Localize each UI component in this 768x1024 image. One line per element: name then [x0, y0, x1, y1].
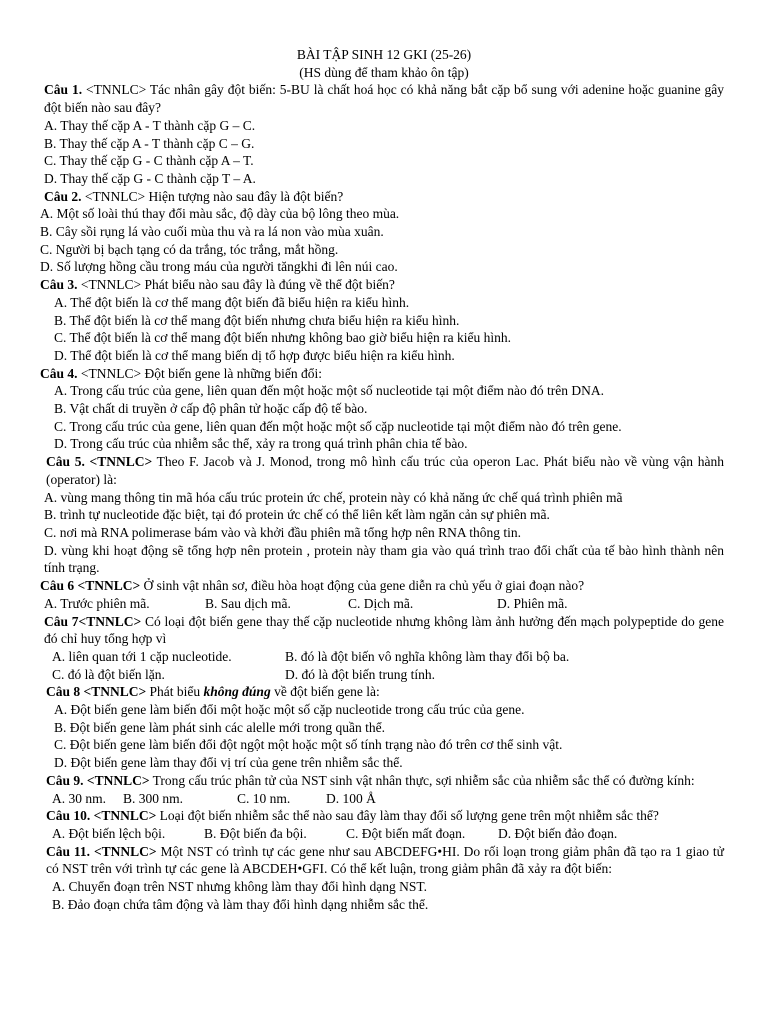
option: A. Đột biến gene làm biến đổi một hoặc một số cặp nucleotide trong cấu trúc của gene.	[54, 702, 525, 718]
question-text: Loại đột biến nhiễm sắc thể nào sau đây làm thay đổi số lượng gene trên một nhiễm sắc thể?	[156, 808, 659, 824]
option: C. nơi mà RNA polimerase bám vào và khởi đầu phiên mã tổng hợp nên RNA thông tin.	[44, 524, 521, 540]
option: B. Thể đột biến là cơ thể mang đột biến nhưng chưa biểu hiện ra kiểu hình.	[54, 312, 460, 328]
question-text: về đột biến gene là:	[270, 684, 380, 700]
question-11-stem	[0, 843, 768, 878]
option: B. Vật chất di truyền ở cấp độ phân tử hoặc cấp độ tế bào.	[54, 401, 368, 417]
question-number: Câu 11. <TNNLC>	[46, 843, 157, 859]
question-text: Phát biểu	[146, 684, 204, 700]
question-10-stem	[0, 807, 768, 825]
question-number: Câu 6 <TNNLC>	[40, 578, 141, 594]
question-text: <TNNLC> Tác nhân gây đột biến: 5-BU là chất hoá học có khả năng bắt cặp bổ sung với adenine hoặc guanine gây đột biến nào sau đây?	[44, 82, 724, 116]
option: A. 30 nm.	[52, 790, 106, 806]
question-number: Câu 3.	[40, 277, 78, 293]
option-row	[0, 595, 768, 613]
option: A. Chuyển đoạn trên NST nhưng không làm thay đổi hình dạng NST.	[52, 879, 428, 895]
option: A. Thể đột biến là cơ thể mang đột biến đã biểu hiện ra kiểu hình.	[54, 294, 410, 310]
option-row	[0, 790, 768, 808]
question-5-stem	[0, 453, 768, 488]
option: B. Cây sồi rụng lá vào cuối mùa thu và ra lá non vào mùa xuân.	[40, 224, 384, 240]
option: D. Trong cấu trúc của nhiễm sắc thể, xảy ra trong quá trình phân chia tế bào.	[54, 436, 468, 452]
question-text: Theo F. Jacob và J. Monod, trong mô hình cấu trúc của operon Lac. Phát biểu nào về vùng vận hành (operator) là:	[46, 454, 724, 487]
question-number: Câu 2.	[44, 188, 82, 204]
option: B. Đột biến đa bội.	[204, 825, 307, 841]
option-row	[0, 666, 768, 684]
question-number: Câu 8 <TNNLC>	[46, 684, 147, 700]
option: A. Trước phiên mã.	[44, 595, 150, 611]
option: B. đó là đột biến vô nghĩa không làm thay đổi bộ ba.	[285, 648, 570, 664]
question-emphasis: không đúng	[203, 684, 271, 700]
option: B. trình tự nucleotide đặc biệt, tại đó protein ức chế có thể liên kết làm ngăn cản sự phiên mã.	[44, 507, 550, 523]
option: D. Số lượng hồng cầu trong máu của người tăngkhi đi lên núi cao.	[40, 259, 398, 275]
option: A. Thay thế cặp A - T thành cặp G – C.	[44, 117, 256, 133]
question-number: Câu 1.	[44, 82, 83, 98]
option-row	[0, 825, 768, 843]
question-text: <TNNLC> Hiện tượng nào sau đây là đột biến?	[81, 188, 344, 204]
option: C. đó là đột biến lặn.	[52, 666, 165, 682]
option: A. Trong cấu trúc của gene, liên quan đến một hoặc một số nucleotide tại một điểm nào đó trên DNA.	[54, 383, 604, 399]
question-number: Câu 4.	[40, 365, 78, 381]
question-7-stem	[0, 613, 768, 648]
option: D. đó là đột biến trung tính.	[285, 666, 435, 682]
option: B. Đảo đoạn chứa tâm động và làm thay đổi hình dạng nhiễm sắc thể.	[52, 896, 429, 912]
option: A. liên quan tới 1 cặp nucleotide.	[52, 648, 232, 664]
option: B. 300 nm.	[123, 790, 184, 806]
question-6-stem	[0, 577, 768, 595]
option: C. Dịch mã.	[348, 595, 414, 611]
option: A. Một số loài thú thay đổi màu sắc, độ dày của bộ lông theo mùa.	[40, 206, 400, 222]
question-1-stem	[0, 81, 768, 116]
option: C. Thể đột biến là cơ thể mang đột biến nhưng không bao giờ biểu hiện ra kiểu hình.	[54, 330, 512, 346]
option: D. 100 Å	[326, 790, 376, 806]
question-text: Một NST có trình tự các gene như sau ABCDEFG•HI. Do rối loạn trong giảm phân đã tạo ra 1 giao tử có NST trên với trình tự các gene là ABCDEH•GFI. Có thể kết luận, trong giảm phân đã xảy ra đột biến:	[46, 843, 724, 877]
option: C. Đột biến mất đoạn.	[346, 825, 466, 841]
question-9-stem	[0, 772, 768, 790]
document-subtitle: (HS dùng để tham khảo ôn tập)	[299, 64, 469, 80]
option-row	[0, 648, 768, 666]
option: D. Thể đột biến là cơ thể mang biến dị tổ hợp được biểu hiện ra kiểu hình.	[54, 347, 455, 363]
option: B. Sau dịch mã.	[205, 595, 291, 611]
option: C. 10 nm.	[237, 790, 291, 806]
question-text: Trong cấu trúc phân tử của NST sinh vật nhân thực, sợi nhiễm sắc của nhiễm sắc thể có đường kính:	[149, 772, 695, 788]
option: D. Đột biến đảo đoạn.	[498, 825, 618, 841]
question-4-stem	[0, 365, 768, 383]
option: C. Thay thế cặp G - C thành cặp A – T.	[44, 153, 254, 169]
option: B. Thay thế cặp A - T thành cặp C – G.	[44, 135, 255, 151]
question-3-stem	[0, 276, 768, 294]
option: D. Đột biến gene làm thay đổi vị trí của gene trên nhiễm sắc thể.	[54, 755, 403, 771]
question-text: <TNNLC> Đột biến gene là những biến đổi:	[77, 365, 323, 381]
question-2-stem	[0, 188, 768, 206]
option: A. vùng mang thông tin mã hóa cấu trúc protein ức chế, protein này có khả năng ức chế quá trình phiên mã	[44, 489, 623, 505]
option: D. vùng khi hoạt động sẽ tổng hợp nên protein , protein này tham gia vào quá trình trao đổi chất của tế bào hình thành nên tính trạng.	[44, 542, 724, 576]
question-number: Câu 9. <TNNLC>	[46, 772, 150, 788]
option: D. Thay thế cặp G - C thành cặp T – A.	[44, 170, 256, 186]
document-title: BÀI TẬP SINH 12 GKI (25-26)	[296, 47, 472, 62]
option: B. Đột biến gene làm phát sinh các alelle mới trong quần thể.	[54, 719, 386, 735]
question-text: <TNNLC> Phát biểu nào sau đây là đúng về thể đột biến?	[77, 277, 395, 293]
question-text: Có loại đột biến gene thay thế cặp nucleotide nhưng không làm ảnh hưởng đến mạch polypeptide do gene đó chỉ huy tổng hợp vì	[44, 613, 724, 647]
question-text: Ở sinh vật nhân sơ, điều hòa hoạt động của gene diễn ra chủ yếu ở giai đoạn nào?	[140, 578, 585, 594]
option: C. Người bị bạch tạng có da trắng, tóc trắng, mắt hồng.	[40, 241, 339, 257]
option: C. Trong cấu trúc của gene, liên quan đến một hoặc một số cặp nucleotide tại một điểm nào đó trên gene.	[54, 418, 622, 434]
question-8-stem	[0, 683, 768, 701]
option: A. Đột biến lệch bội.	[52, 825, 166, 841]
question-number: Câu 10. <TNNLC>	[46, 808, 157, 824]
question-tag: <TNNLC>	[84, 454, 153, 470]
question-number: Câu 5.	[46, 454, 85, 470]
option: D. Phiên mã.	[497, 595, 568, 611]
option: C. Đột biến gene làm biến đổi đột ngột một hoặc một số tính trạng nào đó trên cơ thể sinh vật.	[54, 737, 563, 753]
question-number: Câu 7<TNNLC>	[44, 613, 142, 629]
